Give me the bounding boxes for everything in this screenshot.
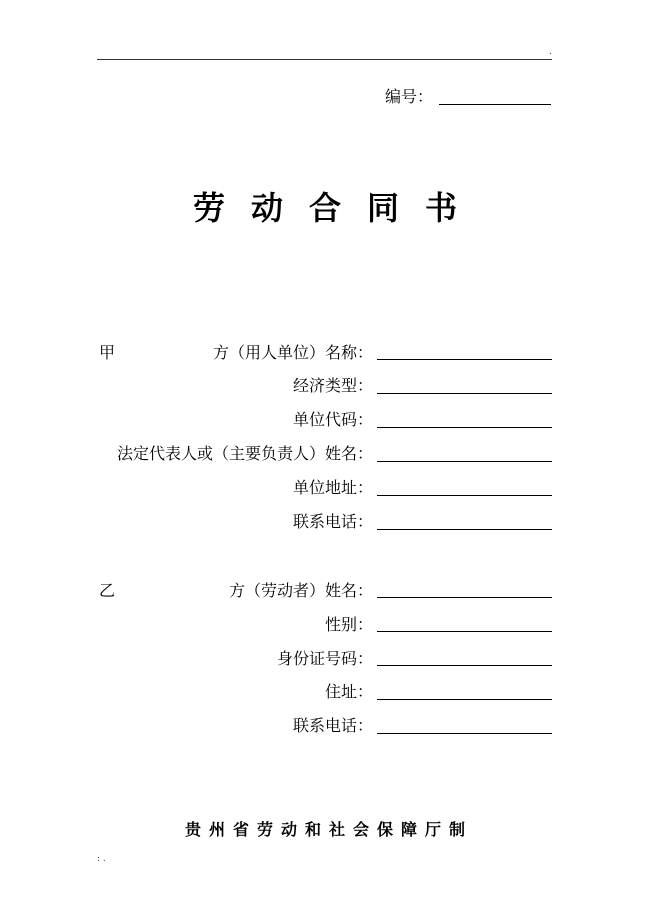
contract-number-label: 编号： bbox=[385, 87, 434, 106]
party-b-worker-name-field[interactable] bbox=[377, 597, 552, 598]
header-rule bbox=[97, 59, 552, 60]
header-dot: . bbox=[549, 47, 552, 57]
party-b-address-label: 住址： bbox=[324, 682, 373, 701]
party-a-unit-code-label: 单位代码： bbox=[292, 410, 373, 429]
party-a-unit-code-field[interactable] bbox=[377, 427, 552, 428]
party-a-phone-label: 联系电话： bbox=[292, 512, 373, 531]
party-a-legal-representative-field[interactable] bbox=[377, 461, 552, 462]
party-a-employer-name-field[interactable] bbox=[377, 359, 552, 360]
party-a-economic-type-label: 经济类型： bbox=[292, 376, 373, 395]
party-a-employer-name-label: 方（用人单位）名称： bbox=[212, 343, 373, 362]
party-a-phone-field[interactable] bbox=[377, 529, 552, 530]
party-b-worker-name-label: 方（劳动者）姓名： bbox=[228, 581, 373, 600]
page-title: 劳动合同书 bbox=[192, 189, 483, 227]
party-a-address-field[interactable] bbox=[377, 495, 552, 496]
party-b-letter: 乙 bbox=[99, 581, 116, 600]
contract-number-field[interactable] bbox=[439, 104, 551, 105]
party-b-gender-label: 性别： bbox=[324, 615, 373, 634]
party-b-id-number-field[interactable] bbox=[377, 665, 552, 666]
issuer-line: 贵州省劳动和社会保障厅制 bbox=[184, 820, 473, 839]
party-b-phone-label: 联系电话： bbox=[292, 716, 373, 735]
party-b-id-number-label: 身份证号码： bbox=[276, 649, 373, 668]
party-a-address-label: 单位地址： bbox=[292, 478, 373, 497]
party-b-address-field[interactable] bbox=[377, 699, 552, 700]
party-b-gender-field[interactable] bbox=[377, 631, 552, 632]
party-a-letter: 甲 bbox=[99, 343, 116, 362]
party-a-economic-type-field[interactable] bbox=[377, 393, 552, 394]
footer-dots: : . bbox=[97, 854, 106, 864]
party-a-legal-representative-label: 法定代表人或（主要负责人）姓名： bbox=[116, 444, 373, 463]
party-b-phone-field[interactable] bbox=[377, 733, 552, 734]
